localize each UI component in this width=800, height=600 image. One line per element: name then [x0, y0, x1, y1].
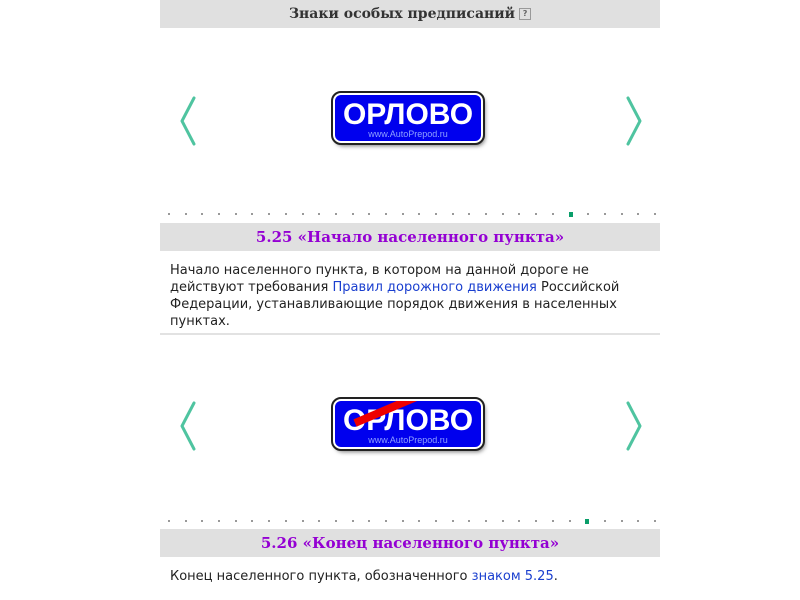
slider-pager[interactable] [168, 518, 656, 524]
sign-text: ОРЛОВО [342, 404, 474, 437]
chevron-left-icon[interactable] [178, 96, 198, 146]
sign-title: 5.25 «Начало населенного пункта» [160, 223, 660, 251]
pager-dot[interactable] [435, 213, 437, 215]
pager-dot-active[interactable] [569, 212, 573, 217]
sign-slider-5-26 [160, 335, 660, 505]
pager-dot[interactable] [268, 520, 270, 522]
pager-dot[interactable] [285, 213, 287, 215]
chevron-right-icon[interactable] [624, 96, 644, 146]
section-title: Знаки особых предписаний [288, 6, 516, 22]
pager-dot[interactable] [318, 213, 320, 215]
pager-dot[interactable] [285, 520, 287, 522]
pager-dot[interactable] [552, 213, 554, 215]
pager-dot[interactable] [218, 213, 220, 215]
pager-dot[interactable] [418, 520, 420, 522]
pager-dot[interactable] [251, 520, 253, 522]
pager-dot[interactable] [502, 520, 504, 522]
pager-dot[interactable] [637, 213, 639, 215]
pager-dot[interactable] [168, 213, 170, 215]
content-column [160, 0, 660, 585]
pager-dot[interactable] [218, 520, 220, 522]
pager-dot[interactable] [185, 213, 187, 215]
pager-dot[interactable] [335, 520, 337, 522]
desc-text: Начало населенного пункта, в котором на данной дороге не действуют требования [170, 263, 589, 295]
pager-dot[interactable] [268, 213, 270, 215]
sign-slider-5-25 [160, 28, 660, 206]
pager-dot[interactable] [552, 520, 554, 522]
pager-dot[interactable] [435, 520, 437, 522]
pager-dot[interactable] [587, 213, 589, 215]
pager-dot[interactable] [318, 520, 320, 522]
pager-dot[interactable] [535, 213, 537, 215]
pager-dot[interactable] [368, 213, 370, 215]
watermark-text: www.AutoPrepod.ru [368, 129, 448, 139]
pager-dot[interactable] [485, 213, 487, 215]
pager-dot[interactable] [654, 213, 656, 215]
pager-dot[interactable] [621, 213, 623, 215]
sign-image-5-26 [333, 399, 483, 449]
chevron-left-icon[interactable] [178, 401, 198, 451]
pager-dot[interactable] [621, 520, 623, 522]
pager-dot[interactable] [402, 520, 404, 522]
sign-description [160, 251, 660, 333]
desc-text-tail: . [553, 569, 558, 584]
sign-5-25-link[interactable]: знаком 5.25 [471, 569, 554, 584]
slider-pager[interactable] [168, 211, 656, 217]
pager-dot[interactable] [201, 520, 203, 522]
pager-dot[interactable] [418, 213, 420, 215]
pager-dot[interactable] [168, 520, 170, 522]
pager-dot[interactable] [518, 520, 520, 522]
pager-dot[interactable] [201, 213, 203, 215]
pager-dot[interactable] [604, 520, 606, 522]
sign-description [160, 557, 660, 585]
pager-dot[interactable] [502, 213, 504, 215]
pager-dot[interactable] [402, 213, 404, 215]
pager-dot[interactable] [452, 213, 454, 215]
pager-dot[interactable] [235, 520, 237, 522]
help-icon[interactable]: ? [519, 8, 531, 20]
pager-dot[interactable] [518, 213, 520, 215]
pager-dot[interactable] [569, 520, 571, 522]
pager-dot[interactable] [251, 213, 253, 215]
watermark-text: www.AutoPrepod.ru [368, 435, 448, 445]
pager-dot[interactable] [385, 520, 387, 522]
pager-dot[interactable] [352, 520, 354, 522]
pager-dot[interactable] [468, 520, 470, 522]
pager-dot[interactable] [452, 520, 454, 522]
pager-dot[interactable] [235, 213, 237, 215]
desc-text-tail: Российской Федерации, устанавливающие порядок движения в населенных пунктах. [170, 280, 620, 329]
sign-image-5-25 [333, 93, 483, 143]
section-header [160, 0, 660, 28]
chevron-right-icon[interactable] [624, 401, 644, 451]
pager-dot[interactable] [604, 213, 606, 215]
pager-dot[interactable] [302, 213, 304, 215]
sign-title: 5.26 «Конец населенного пункта» [160, 529, 660, 557]
pager-dot[interactable] [468, 213, 470, 215]
sign-text: ОРЛОВО [342, 98, 474, 131]
pager-dot[interactable] [654, 520, 656, 522]
pager-dot[interactable] [485, 520, 487, 522]
pager-dot[interactable] [637, 520, 639, 522]
pager-dot[interactable] [535, 520, 537, 522]
pager-dot[interactable] [368, 520, 370, 522]
desc-text: Конец населенного пункта, обозначенного [170, 569, 472, 584]
pager-dot[interactable] [385, 213, 387, 215]
pager-dot[interactable] [185, 520, 187, 522]
pager-dot-active[interactable] [585, 519, 589, 524]
rules-link[interactable]: Правил дорожного движения [332, 280, 537, 295]
pager-dot[interactable] [352, 213, 354, 215]
pager-dot[interactable] [302, 520, 304, 522]
pager-dot[interactable] [335, 213, 337, 215]
